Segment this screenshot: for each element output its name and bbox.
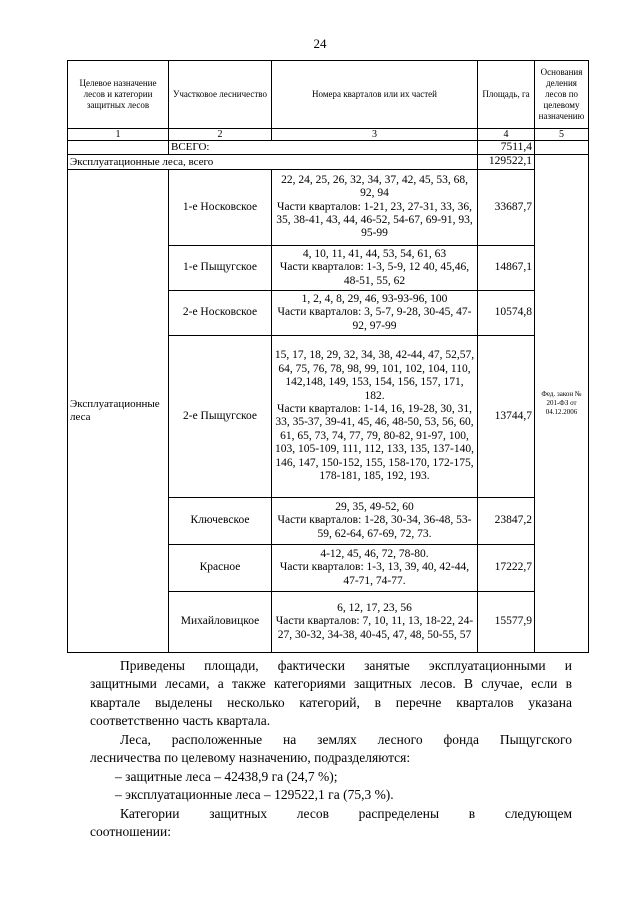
total-empty-cell	[68, 141, 169, 155]
header-area: Площадь, га	[478, 61, 535, 129]
list-item: – защитные леса – 42438,9 га (24,7 %);	[115, 768, 338, 784]
forestry-name: 1-е Пыщугское	[169, 245, 272, 290]
text-line: Леса, расположенные на землях лесного фонда Пыщугского	[120, 732, 572, 747]
exploitation-total-label: Эксплуатационные леса, всего	[68, 155, 478, 169]
text-line: Приведены площади, фактически занятые эксплуатационными и	[120, 658, 572, 673]
text-line: лесничества по целевому назначению, подразделяются:	[90, 750, 411, 766]
list-item: – эксплуатационные леса – 129522,1 га (75,3 %).	[115, 787, 394, 803]
header-quarters: Номера кварталов или их частей	[272, 61, 478, 129]
forestry-name: 1-е Носковское	[169, 169, 272, 245]
quarters-cell: 29, 35, 49-52, 60 Части кварталов: 1-28, 30-34, 36-48, 53-59, 62-64, 67-69, 72, 73.	[272, 497, 478, 544]
forestry-name: Красное	[169, 544, 272, 591]
area-value: 23847,2	[478, 497, 535, 544]
quarters-cell: 6, 12, 17, 23, 56 Части кварталов: 7, 10, 11, 13, 18-22, 24-27, 30-32, 34-38, 40-45, 47, 48, 50-55, 57	[272, 591, 478, 652]
area-value: 33687,7	[478, 169, 535, 245]
area-value: 10574,8	[478, 290, 535, 335]
header-forestry: Участковое лесничество	[169, 61, 272, 129]
column-number: 4	[478, 129, 535, 141]
header-purpose: Целевое назначение лесов и категории защитных лесов	[68, 61, 169, 129]
column-number: 3	[272, 129, 478, 141]
column-number: 2	[169, 129, 272, 141]
total-area: 7511,4	[478, 141, 535, 155]
total-basis-cell	[535, 141, 589, 155]
text-line: защитными лесами, а также категориями защитных лесов. В случае, если в	[90, 676, 572, 692]
forest-purpose-table	[67, 60, 589, 653]
text-line: соотношении:	[90, 824, 171, 840]
quarters-cell: 4-12, 45, 46, 72, 78-80. Части кварталов: 1-3, 13, 39, 40, 42-44, 47-71, 74-77.	[272, 544, 478, 591]
forestry-name: 2-е Пыщугское	[169, 335, 272, 497]
column-number: 5	[535, 129, 589, 141]
total-label: ВСЕГО:	[169, 141, 478, 155]
area-value: 14867,1	[478, 245, 535, 290]
area-value: 15577,9	[478, 591, 535, 652]
quarters-cell: 1, 2, 4, 8, 29, 46, 93-93-96, 100 Части кварталов: 3, 5-7, 9-28, 30-45, 47-92, 97-99	[272, 290, 478, 335]
header-basis: Основания деления лесов по целевому назначению	[535, 61, 589, 129]
area-value: 17222,7	[478, 544, 535, 591]
column-number: 1	[68, 129, 169, 141]
paragraph-areas	[90, 657, 572, 731]
text-line: Категории защитных лесов распределены в следующем	[120, 805, 572, 821]
category-label: Эксплуатационные леса	[68, 169, 169, 652]
forestry-name: Ключевское	[169, 497, 272, 544]
exploitation-total-area: 129522,1	[478, 155, 535, 169]
basis-cell: Фед. закон № 201-ФЗ от 04.12.2006	[535, 155, 589, 652]
forestry-name: Михайловицкое	[169, 591, 272, 652]
quarters-cell: 15, 17, 18, 29, 32, 34, 38, 42-44, 47, 52,57, 64, 75, 76, 78, 98, 99, 101, 102, 104, 110, 142,148, 149, 153, 154, 156, 157, 171, 182. Части кварталов: 1-14, 16, 19-28, 30, 31, 33, 35-37, 39-41, 45, 46, 48-50, 53, 56, 60, 61, 65, 73, 74, 77, 79, 80-82, 91-97, 100, 103, 105-109, 111, 112, 133, 135, 137-140, 146, 147, 150-152, 155, 158-170, 172-175, 178-181, 185, 192, 193.	[272, 335, 478, 497]
quarters-cell: 22, 24, 25, 26, 32, 34, 37, 42, 45, 53, 68, 92, 94 Части кварталов: 1-21, 23, 27-31, 33, 36, 35, 38-41, 43, 44, 46-52, 54-67, 69-91, 93, 95-99	[272, 169, 478, 245]
text-line: квартале выделены несколько категорий, в перечне кварталов указана	[90, 694, 572, 710]
text-line: соответственно часть квартала.	[90, 713, 271, 729]
page-number: 24	[313, 36, 327, 51]
paragraph-division	[90, 731, 572, 841]
quarters-cell: 4, 10, 11, 41, 44, 53, 54, 61, 63 Части кварталов: 1-3, 5-9, 12 40, 45,46, 48-51, 55, 62	[272, 245, 478, 290]
area-value: 13744,7	[478, 335, 535, 497]
forestry-name: 2-е Носковское	[169, 290, 272, 335]
